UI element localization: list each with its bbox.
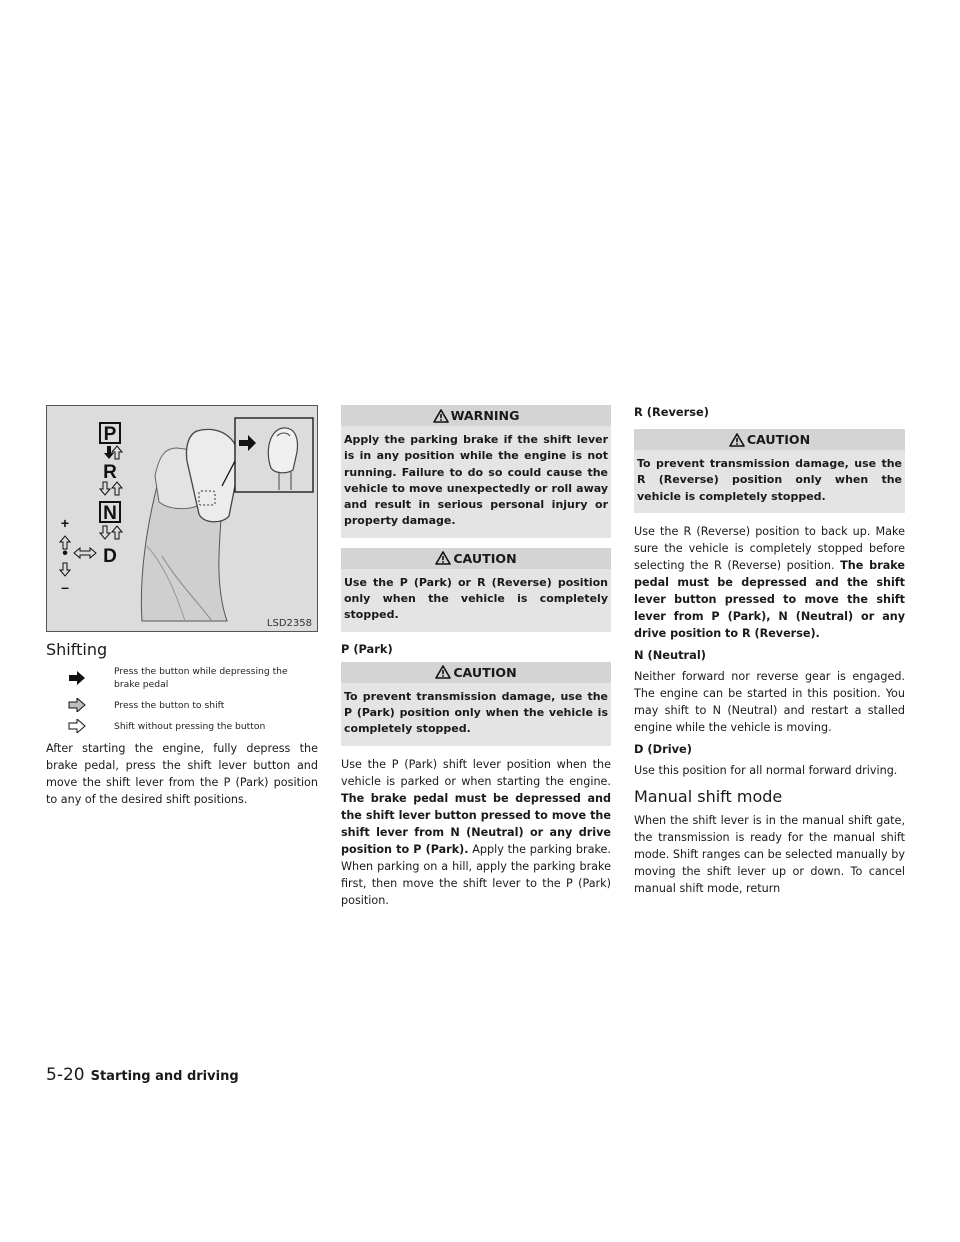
caution-icon [729, 433, 745, 447]
gear-label-d: D [103, 546, 117, 567]
arrow-solid-icon [46, 671, 114, 685]
legend-text: Shift without pressing the button [114, 720, 266, 732]
legend-text: Press the button to shift [114, 699, 225, 711]
figure-code: LSD2358 [266, 618, 312, 629]
caution-text: To prevent transmission damage, use the R (Reverse) position only when the vehicle is completely stopped. [637, 457, 902, 503]
legend-item [46, 665, 318, 691]
chapter-title: Starting and driving [90, 1069, 239, 1084]
caution-header [634, 429, 905, 450]
gear-label-r: R [103, 462, 117, 483]
arrow-outline-icon [112, 446, 122, 459]
warning-header [341, 405, 611, 426]
caution-box [341, 548, 611, 632]
warning-title: WARNING [450, 408, 520, 423]
gear-label-n: N [103, 503, 117, 524]
reverse-text: Use the R (Reverse) position to back up. Make sure the vehicle is completely stopped before selecting the R (Reverse) position. [634, 524, 905, 572]
arrow-outline-icon [100, 526, 110, 539]
page-footer [46, 1065, 239, 1085]
drive-paragraph: Use this position for all normal forward driving. [634, 763, 898, 777]
park-text-end: Apply the parking brake. When parking on a hill, apply the parking brake first, then move the shift lever to the P (Park) position. [341, 842, 611, 907]
caution-header [341, 662, 611, 683]
park-text: Use the P (Park) shift lever position when the vehicle is parked or when starting the engine. [341, 757, 611, 788]
warning-box [341, 405, 611, 538]
caution-title: CAUTION [453, 550, 517, 566]
shift-lever-figure [46, 405, 318, 632]
manual-paragraph: When the shift lever is in the manual shift gate, the transmission is ready for the manual shift mode. Shift ranges can be selected manually by moving the shift lever up or down. To cancel manual shift mode, return [634, 813, 905, 895]
shift-lever-illustration [47, 406, 317, 631]
warning-text: Apply the parking brake if the shift lever is in any position while the engine is not running. Failure to do so could cause the vehicle to move unexpectedly or roll away and result in serious personal injury or property damage. [344, 433, 608, 528]
caution-text: To prevent transmission damage, use the P (Park) position only when the vehicle is completely stopped. [344, 689, 608, 736]
caution-box [341, 662, 611, 746]
arrow-outline-icon [112, 482, 122, 495]
gear-label-p: P [103, 424, 117, 445]
page-number: 5-20 [46, 1065, 85, 1085]
arrow-shaded-icon [46, 698, 114, 712]
park-paragraph [341, 756, 611, 909]
shifting-paragraph: After starting the engine, fully depress the brake pedal, press the shift lever button and move the shift lever from the P (Park) position to any of the desired shift positions. [46, 742, 318, 806]
reverse-bold-text: The brake pedal must be depressed and the shift lever button pressed to move the shift lever from P (Park), N (Neutral) or any drive position to R (Reverse). [634, 558, 905, 640]
neutral-paragraph: Neither forward nor reverse gear is engaged. The engine can be started in this position. You may shift to N (Neutral) and restart a stalled engine while the vehicle is moving. [634, 669, 905, 734]
arrow-outline-icon [112, 526, 122, 539]
legend [46, 665, 318, 733]
caution-icon [435, 665, 451, 679]
reverse-heading: R (Reverse) [634, 405, 709, 419]
caution-title: CAUTION [453, 664, 517, 680]
legend-item [46, 698, 318, 712]
column-1 [46, 405, 318, 814]
legend-item [46, 719, 318, 733]
manual-section-title: Manual shift mode [634, 786, 783, 806]
caution-header [341, 548, 611, 569]
legend-text: Press the button while depressing the brake pedal [114, 666, 288, 690]
caution-box [634, 429, 905, 513]
column-3 [634, 405, 905, 903]
caution-text: Use the P (Park) or R (Reverse) position only when the vehicle is completely stopped. [344, 575, 608, 622]
park-bold-text: The brake pedal must be depressed and the shift lever button pressed to move the shift lever from N (Neutral) or any drive position to P (Park). [341, 791, 611, 856]
caution-title: CAUTION [746, 432, 811, 447]
drive-heading: D (Drive) [634, 741, 692, 756]
arrow-outline-icon [100, 482, 110, 495]
double-arrow-icon [74, 548, 96, 558]
section-title: Shifting [46, 640, 108, 659]
reverse-paragraph [634, 523, 905, 642]
warning-icon [433, 409, 449, 423]
manual-center-label: • [62, 545, 68, 562]
column-2 [341, 405, 611, 915]
neutral-heading: N (Neutral) [634, 647, 706, 662]
park-heading: P (Park) [341, 641, 393, 656]
manual-plus-label: + [60, 515, 70, 531]
manual-minus-label: – [61, 579, 69, 595]
arrow-outline-icon [46, 719, 114, 733]
caution-icon [435, 551, 451, 565]
arrow-outline-icon [60, 563, 70, 576]
